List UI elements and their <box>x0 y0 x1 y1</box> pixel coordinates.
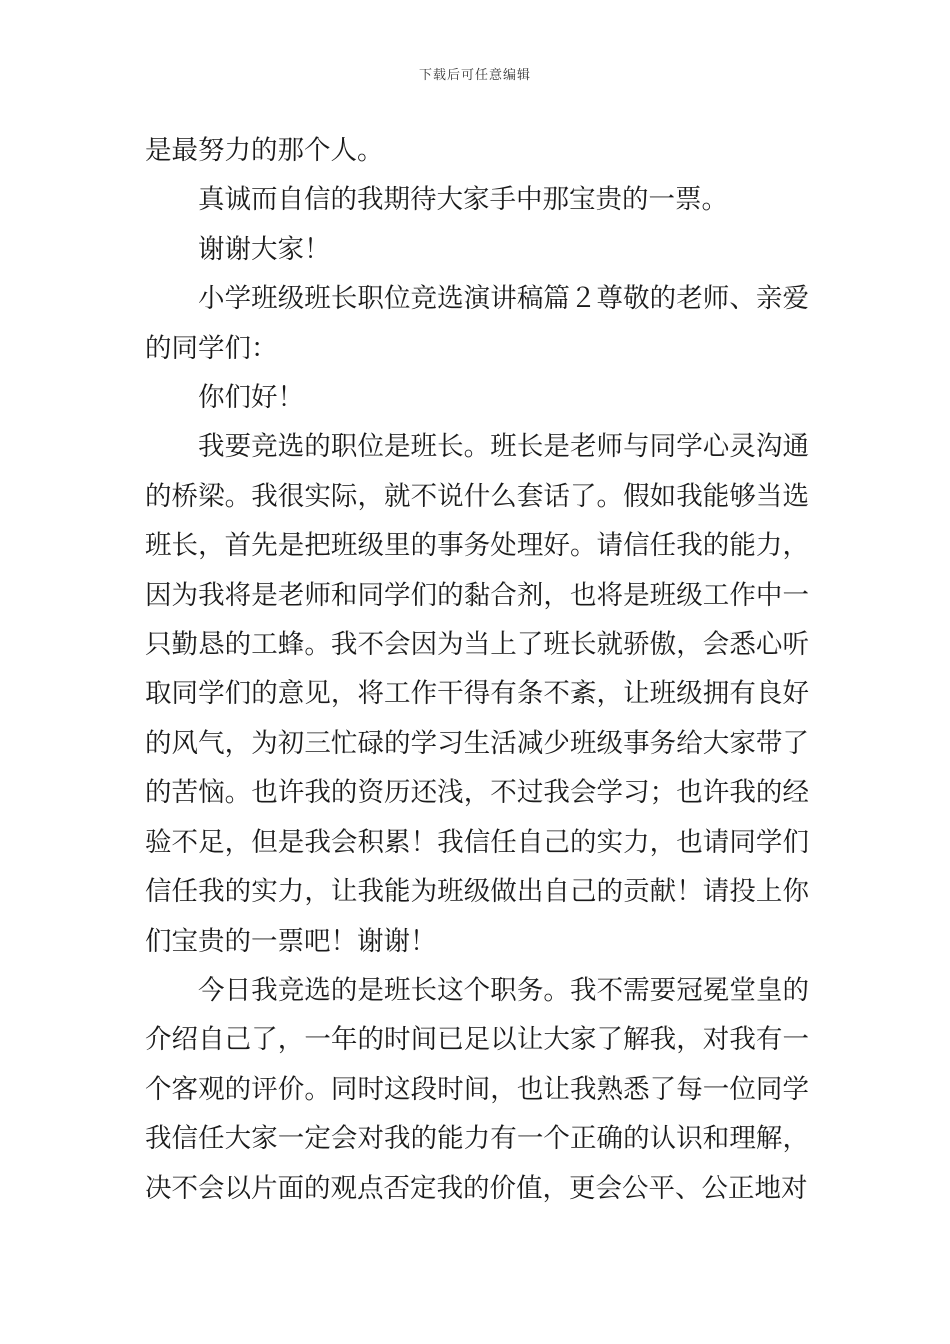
paragraph-speech-body: 我要竞选的职位是班长。班长是老师与同学心灵沟通的桥梁。我很实际，就不说什么套话了。假如我能够当选班长，首先是把班级里的事务处理好。请信任我的能力，因为我将是老师和同学们的黏合剂，也将是班级工作中一只勤恳的工蜂。我不会因为当上了班长就骄傲，会悉心听取同学们的意见，将工作干得有条不紊，让班级拥有良好的风气，为初三忙碌的学习生活减少班级事务给大家带了的苦恼。也许我的资历还浅，不过我会学习；也许我的经验不足，但是我会积累！我信任自己的实力，也请同学们信任我的实力，让我能为班级做出自己的贡献！请投上你们宝贵的一票吧！谢谢！ <box>145 431 809 957</box>
paragraph-speech-second: 今日我竞选的是班长这个职务。我不需要冠冕堂皇的介绍自己了，一年的时间已足以让大家了解我，对我有一个客观的评价。同时这段时间，也让我熟悉了每一位同学我信任大家一定会对我的能力有一个正确的认识和理解，决不会以片面的观点否定我的价值，更会公平、公正地对 <box>145 974 809 1204</box>
paragraph-thanks: 谢谢大家！ <box>198 233 331 265</box>
page-header-note: 下载后可任意编辑 <box>418 68 531 83</box>
paragraph-expectation: 真诚而自信的我期待大家手中那宝贵的一票。 <box>198 184 728 216</box>
paragraph-greeting: 你们好！ <box>198 382 304 414</box>
paragraph-continuation: 是最努力的那个人。 <box>145 135 384 166</box>
paragraph-speech-title: 小学班级班长职位竞选演讲稿篇２尊敬的老师、亲爱的同学们： <box>145 283 809 364</box>
document-body <box>145 126 809 1213</box>
